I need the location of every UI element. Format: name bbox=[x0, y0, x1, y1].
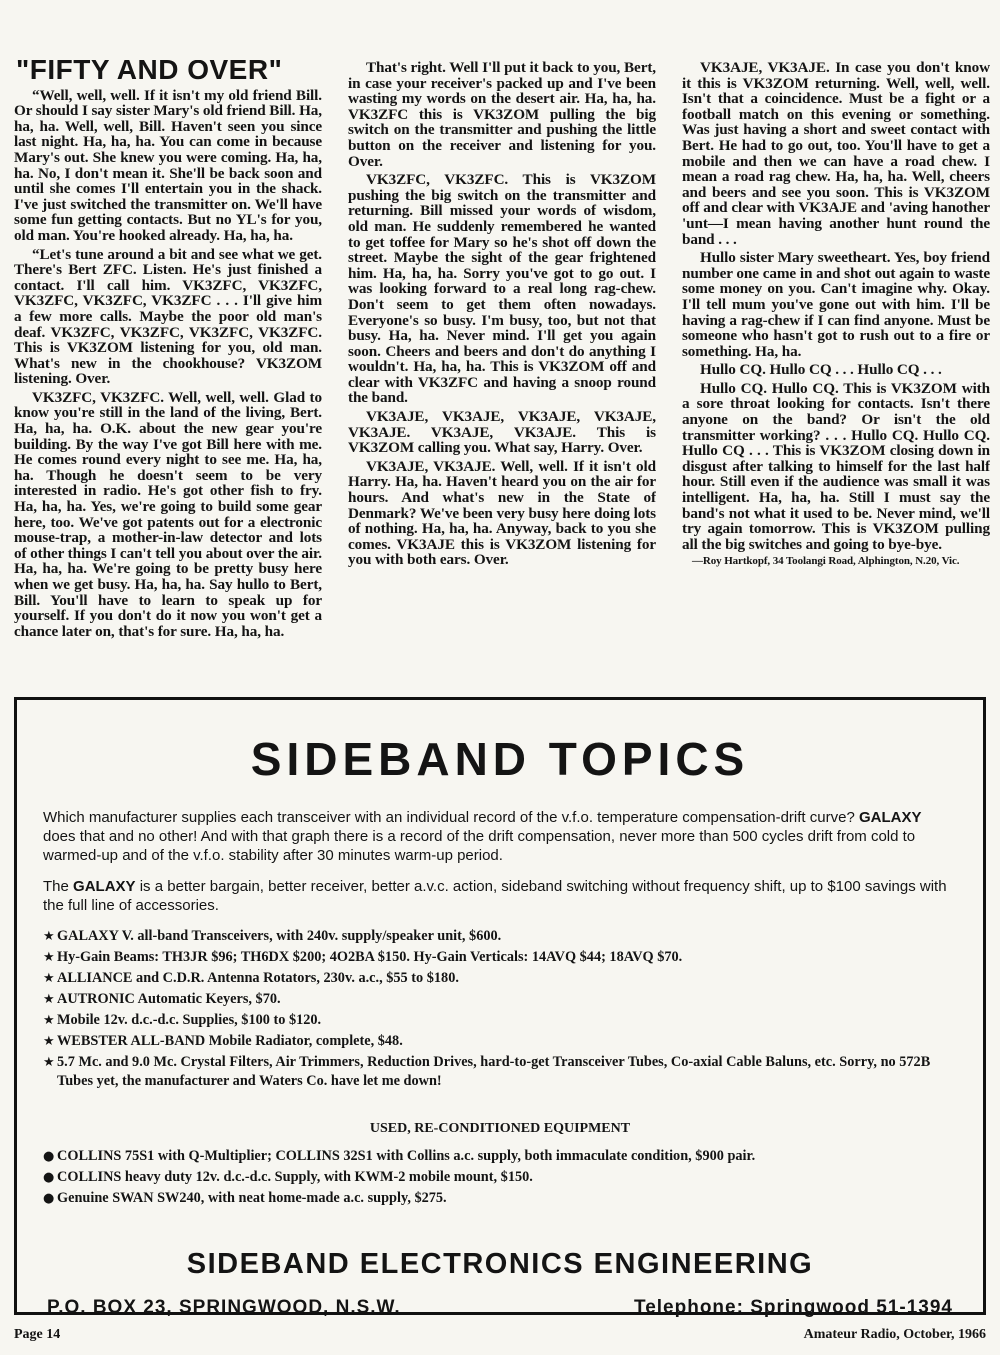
article-column-3 bbox=[682, 60, 990, 682]
article-column-2 bbox=[348, 60, 656, 682]
star-item: ★ ALLIANCE and C.D.R. Antenna Rotators, 230v. a.c., $55 to $180. bbox=[43, 970, 459, 986]
telephone-place: Springwood bbox=[750, 1297, 870, 1318]
ad-intro-1 bbox=[43, 808, 957, 865]
ad-intro-2-pre: The bbox=[43, 878, 69, 895]
star-item: ★ GALAXY V. all-band Transceivers, with 240v. supply/speaker unit, $600. bbox=[43, 928, 502, 944]
bullet-icon: ● bbox=[43, 1191, 55, 1206]
sideband-advertisement bbox=[14, 697, 986, 1318]
ad-brand: GALAXY bbox=[73, 878, 136, 895]
star-item: ★ Hy-Gain Beams: TH3JR $96; TH6DX $200; 4O2BA $150. Hy-Gain Verticals: 14AVQ $44; 18AVQ $70. bbox=[43, 949, 683, 965]
ad-brand: GALAXY bbox=[858, 809, 922, 826]
article-paragraph: “Well, well, well. If it isn't my old friend Bill. Or should I say sister Mary's old friend Bill. Ha, ha, ha. Well, well, Bill. Haven't seen you since last night. Ha, ha, ha. You can come in because Mary's out. She knew you were coming. Ha, ha, ha. No, I don't mean it. She'll be back soon and until she comes I'll entertain you in the shack. I've just switched the transmitter on. We'll have some fun getting contacts. But no YL's for you, old man. You're hooked already. Ha, ha, ha. bbox=[14, 86, 322, 244]
ad-heading: SIDEBAND TOPICS bbox=[250, 733, 750, 785]
star-icon: ★ bbox=[43, 1013, 55, 1028]
star-icon: ★ bbox=[43, 950, 55, 965]
publication-info: Amateur Radio, October, 1966 bbox=[803, 1327, 986, 1342]
page-number: Page 14 bbox=[14, 1327, 61, 1342]
article-paragraph: VK3ZFC, VK3ZFC. This is VK3ZOM pushing the big switch on the transmitter and returning. Bill missed your words of wisdom, old man. He suddenly remembered he wanted to get toffee for Mary so he's shot off down the street. Maybe the sight of the gear frightened him. Ha, ha, ha. Sorry you've got to go out. I was looking forward to a real long rag-chew. Don't seem to get them often nowadays. Everyone's so busy. I'm busy, too, but not that busy. Ha, ha. Never mind. I'll get you again soon. Cheers and beers and don't do anything I wouldn't. Ha, ha, ha. This is VK3ZOM off and clear with VK3ZFC and having a snoop round the band. bbox=[348, 171, 656, 407]
article-paragraph: That's right. Well I'll put it back to you, Bert, in case your receiver's packed up and I've been wasting my words on the desert air. Ha, ha, ha. VK3ZFC this is VK3ZOM pulling the big switch on the transmitter and pushing the little button on the receiver and listening for you. Over. bbox=[348, 60, 656, 170]
ad-intro-2 bbox=[43, 877, 957, 915]
used-item: ● COLLINS heavy duty 12v. d.c.-d.c. Supply, with KWM-2 mobile mount, $150. bbox=[43, 1169, 533, 1185]
star-item: ★ AUTRONIC Automatic Keyers, $70. bbox=[43, 991, 281, 1007]
star-item-list bbox=[43, 927, 957, 1091]
star-icon: ★ bbox=[43, 992, 55, 1007]
telephone-number: 51-1394 bbox=[876, 1297, 953, 1318]
telephone bbox=[634, 1297, 953, 1319]
article-column-1 bbox=[14, 60, 322, 682]
article bbox=[14, 60, 990, 682]
used-item-list bbox=[43, 1147, 957, 1208]
star-icon: ★ bbox=[43, 971, 55, 986]
ad-intro-2-post: is a better bargain, better receiver, better a.v.c. action, sideband switching without frequency shift, up to $100 savings with the full line of accessories. bbox=[43, 878, 947, 914]
bullet-icon: ● bbox=[43, 1170, 55, 1185]
article-paragraph: VK3AJE, VK3AJE. In case you don't know it this is VK3ZOM returning. Well, well, well. Isn't that a coincidence. Must be a fight or a football match on this evening or something. Was just having a short and sweet contact with Bert. He had to go out, too. You'll have to get a mobile and then we can have a road chew. I mean a road rag chew. Ha, ha, ha. Well, cheers and beers and see you soon. This is VK3ZOM off and clear with VK3AJE and 'aving hanother 'unt—I mean having another hunt round the band . . . bbox=[682, 60, 990, 248]
article-paragraph: VK3AJE, VK3AJE. Well, well. If it isn't old Harry. Ha, ha. Haven't heard you on the air for hours. And what's new in the State of Denmark? We've been very busy here doing lots of nothing. Ha, ha, ha. Anyway, back to you she comes. VK3AJE this is VK3ZOM listening for you with both ears. Over. bbox=[348, 457, 656, 569]
ad-intro-1-pre: Which manufacturer supplies each transceiver with an individual record of the v.f.o. temperature compensation-drift curve? bbox=[43, 809, 855, 826]
postal-address: P.O. BOX 23, SPRINGWOOD, N.S.W. bbox=[47, 1297, 401, 1318]
company-name: SIDEBAND ELECTRONICS ENGINEERING bbox=[186, 1248, 814, 1280]
article-title: "FIFTY AND OVER" bbox=[16, 60, 283, 85]
telephone-label: Telephone: bbox=[634, 1297, 744, 1318]
article-paragraph: Hullo sister Mary sweetheart. Yes, boy friend number one came in and shot out again to waste some money on you. Can't imagine why. Okay. I'll tell mum you've gone out with him. I'll be having a rag-chew if I can find anyone. Must be someone who hasn't got to rush out to a fire or something. Ha, ha. bbox=[682, 249, 990, 360]
ad-intro-1-post: does that and no other! And with that graph there is a record of the drift compensation, never more than 500 cycles drift from cold to warmed-up and of the v.f.o. stability after 30 minutes warm-up period. bbox=[43, 828, 916, 864]
article-paragraph: “Let's tune around a bit and see what we get. There's Bert ZFC. Listen. He's just finished a contact. I'll call him. VK3ZFC, VK3ZFC, VK3ZFC, VK3ZFC, VK3ZFC . . . I'll give him a few more calls. Maybe the poor old man's deaf. VK3ZFC, VK3ZFC, VK3ZFC, VK3ZFC. This is VK3ZOM listening for you, old man. What's new in the chookhouse? VK3ZOM listening. Over. bbox=[14, 245, 322, 388]
star-icon: ★ bbox=[43, 1055, 55, 1070]
used-item: ● COLLINS 75S1 with Q-Multiplier; COLLINS 32S1 with Collins a.c. supply, both immaculate condition, $900 pair. bbox=[43, 1148, 756, 1164]
article-paragraph: VK3ZFC, VK3ZFC. Well, well, well. Glad to know you're still in the land of the living, Bert. Ha, ha, ha. O.K. about the new gear you're building. By the way I've got Bill here with me. He comes round every night to see me. Ha, ha, ha. Though he doesn't seem to be very interested in radio. He's got other fish to fry. Ha, ha, ha. Yes, we're going to build some gear here, too. We've got patents out for a electronic mouse-trap, a mother-in-law detector and lots of other things I can't tell you about over the air. Ha, ha, ha. We're going to be pretty busy here when we get busy. Ha, ha, ha. Say hullo to Bert, Bill. You'll have to learn to speak up for yourself. If you don't do it now you won't get a chance later on, that's for sure. Ha, ha, ha. bbox=[14, 388, 322, 640]
bullet-icon: ● bbox=[43, 1149, 55, 1164]
star-item: ★ 5.7 Mc. and 9.0 Mc. Crystal Filters, Air Trimmers, Reduction Drives, hard-to-get Transceiver Tubes, Co-axial Cable Baluns, etc. Sorry, no 572B Tubes yet, the manufacturer and Waters Co. have let me down! bbox=[43, 1054, 931, 1089]
article-signature: —Roy Hartkopf, 34 Toolangi Road, Alphington, N.20, Vic. bbox=[692, 555, 960, 568]
star-icon: ★ bbox=[43, 929, 55, 944]
page-footer bbox=[14, 1327, 986, 1343]
article-paragraph: Hullo CQ. Hullo CQ. This is VK3ZOM with a sore throat looking for contacts. Isn't there anyone on the band? Or isn't the old transmitter working? . . . Hullo CQ. Hullo CQ. Hullo CQ . . . This is VK3ZOM closing down in disgust after talking to himself for the last half hour. Still even if the audience was small it was intelligent. Ha, ha, ha. Still I must say the band's not what it used to be. Never mind, we'll try again tomorrow. This is VK3ZOM pulling all the big switches and going to bye-bye. bbox=[682, 379, 990, 553]
contact-row bbox=[43, 1297, 957, 1319]
used-equipment-heading: USED, RE-CONDITIONED EQUIPMENT bbox=[369, 1121, 631, 1136]
used-item: ● Genuine SWAN SW240, with neat home-made a.c. supply, $275. bbox=[43, 1190, 447, 1206]
star-item: ★ WEBSTER ALL-BAND Mobile Radiator, complete, $48. bbox=[43, 1033, 403, 1049]
star-icon: ★ bbox=[43, 1034, 55, 1049]
star-item: ★ Mobile 12v. d.c.-d.c. Supplies, $100 to $120. bbox=[43, 1012, 322, 1028]
article-paragraph: VK3AJE, VK3AJE, VK3AJE, VK3AJE, VK3AJE. VK3AJE, VK3AJE. This is VK3ZOM calling you. What say, Harry. Over. bbox=[348, 408, 656, 457]
article-paragraph: Hullo CQ. Hullo CQ . . . Hullo CQ . . . bbox=[700, 361, 942, 379]
